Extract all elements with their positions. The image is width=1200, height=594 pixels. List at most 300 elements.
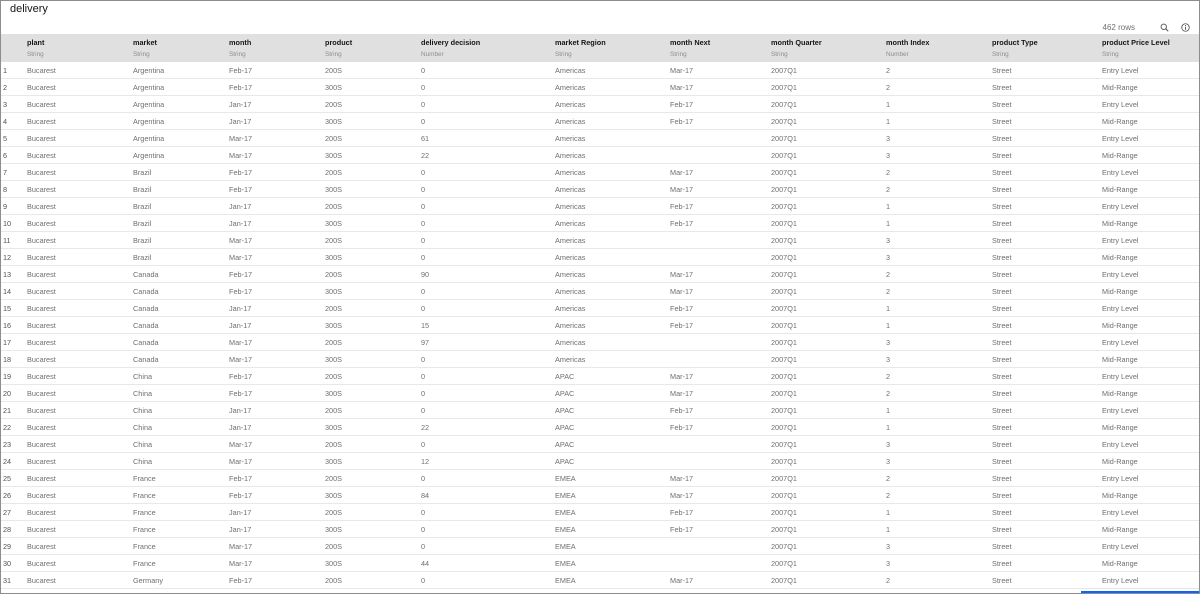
column-header[interactable] (555, 34, 670, 62)
table-cell: Americas (555, 181, 670, 198)
table-cell: Entry Level (1102, 402, 1199, 419)
table-row[interactable] (1, 470, 1199, 487)
table-cell: Feb-17 (670, 215, 771, 232)
column-type: String (771, 51, 788, 58)
table-cell: 200S (325, 436, 421, 453)
search-icon[interactable] (1159, 22, 1170, 33)
table-row[interactable] (1, 572, 1199, 589)
table-cell: Jan-17 (229, 419, 325, 436)
table-cell: Feb-17 (670, 402, 771, 419)
table-cell: 2 (886, 283, 992, 300)
table-cell: 0 (421, 113, 555, 130)
table-cell: 2007Q1 (771, 521, 886, 538)
table-cell: 1 (886, 96, 992, 113)
table-cell: 1 (886, 504, 992, 521)
column-type: Number (421, 51, 444, 58)
table-cell: Americas (555, 300, 670, 317)
table-cell: Entry Level (1102, 538, 1199, 555)
row-index: 13 (1, 266, 27, 283)
table-cell: Feb-17 (229, 62, 325, 79)
table-cell (670, 232, 771, 249)
table-cell: Bucarest (27, 385, 133, 402)
table-cell: Street (992, 79, 1102, 96)
table-row[interactable] (1, 487, 1199, 504)
table-cell: Mid-Range (1102, 181, 1199, 198)
row-index: 28 (1, 521, 27, 538)
table-cell: Americas (555, 147, 670, 164)
table-cell: Street (992, 385, 1102, 402)
table-cell: Mar-17 (670, 470, 771, 487)
table-cell: 0 (421, 215, 555, 232)
table-cell: China (133, 402, 229, 419)
table-cell: 300S (325, 147, 421, 164)
table-cell: 200S (325, 266, 421, 283)
table-cell: Americas (555, 334, 670, 351)
table-header (1, 34, 1199, 62)
table-cell: Americas (555, 249, 670, 266)
table-row[interactable] (1, 385, 1199, 402)
table-cell: Canada (133, 300, 229, 317)
table-cell: Feb-17 (670, 96, 771, 113)
column-header[interactable] (421, 34, 555, 62)
table-cell: 84 (421, 487, 555, 504)
table-cell: 300S (325, 215, 421, 232)
table-cell: 300S (325, 249, 421, 266)
column-type: String (325, 51, 342, 58)
table-cell: Feb-17 (670, 198, 771, 215)
table-cell: Street (992, 130, 1102, 147)
table-cell: Bucarest (27, 232, 133, 249)
table-row[interactable] (1, 113, 1199, 130)
row-index: 7 (1, 164, 27, 181)
table-cell: 0 (421, 300, 555, 317)
table-cell: Canada (133, 351, 229, 368)
table-cell: Bucarest (27, 96, 133, 113)
table-cell: Street (992, 538, 1102, 555)
table-row[interactable] (1, 198, 1199, 215)
table-cell: 22 (421, 147, 555, 164)
row-index: 22 (1, 419, 27, 436)
table-cell: Bucarest (27, 300, 133, 317)
table-cell: EMEA (555, 538, 670, 555)
data-table (1, 34, 1199, 589)
table-cell: 22 (421, 419, 555, 436)
table-cell: Entry Level (1102, 164, 1199, 181)
table-cell: 1 (886, 402, 992, 419)
table-cell: 3 (886, 436, 992, 453)
table-cell: Street (992, 334, 1102, 351)
column-header[interactable] (133, 34, 229, 62)
table-cell: Mar-17 (229, 555, 325, 572)
table-cell: France (133, 470, 229, 487)
table-cell: 2007Q1 (771, 232, 886, 249)
table-body (1, 62, 1199, 589)
table-cell: Mid-Range (1102, 113, 1199, 130)
row-index: 16 (1, 317, 27, 334)
table-cell: 3 (886, 147, 992, 164)
table-row[interactable] (1, 436, 1199, 453)
table-cell: Street (992, 453, 1102, 470)
table-cell: Bucarest (27, 181, 133, 198)
table-cell: 2 (886, 62, 992, 79)
table-row[interactable] (1, 453, 1199, 470)
table-cell: 300S (325, 419, 421, 436)
table-cell: Feb-17 (229, 164, 325, 181)
table-cell: 0 (421, 385, 555, 402)
table-cell: 0 (421, 181, 555, 198)
table-cell: Entry Level (1102, 300, 1199, 317)
table-cell: Americas (555, 232, 670, 249)
table-cell: 2007Q1 (771, 215, 886, 232)
table-cell: Entry Level (1102, 266, 1199, 283)
table-cell: Entry Level (1102, 572, 1199, 589)
row-index: 5 (1, 130, 27, 147)
table-cell: Feb-17 (670, 504, 771, 521)
table-cell: Street (992, 317, 1102, 334)
table-cell: 2 (886, 368, 992, 385)
table-cell: Americas (555, 62, 670, 79)
table-cell: 0 (421, 62, 555, 79)
row-index: 2 (1, 79, 27, 96)
table-cell: Jan-17 (229, 317, 325, 334)
column-type: String (133, 51, 150, 58)
table-cell: 3 (886, 130, 992, 147)
table-cell: Bucarest (27, 368, 133, 385)
table-row[interactable] (1, 521, 1199, 538)
table-cell: Bucarest (27, 249, 133, 266)
table-cell: 2007Q1 (771, 487, 886, 504)
table-cell: Street (992, 402, 1102, 419)
table-cell: 2007Q1 (771, 538, 886, 555)
table-cell: 2007Q1 (771, 62, 886, 79)
table-cell: Entry Level (1102, 334, 1199, 351)
table-cell: Street (992, 181, 1102, 198)
column-name: plant (27, 38, 45, 47)
table-row[interactable] (1, 419, 1199, 436)
table-row[interactable] (1, 317, 1199, 334)
table-cell: France (133, 487, 229, 504)
table-cell: Feb-17 (229, 487, 325, 504)
table-cell: 15 (421, 317, 555, 334)
column-type: String (27, 51, 44, 58)
table-cell: 1 (886, 198, 992, 215)
table-cell: Entry Level (1102, 504, 1199, 521)
table-cell: APAC (555, 385, 670, 402)
row-index: 10 (1, 215, 27, 232)
table-cell: Entry Level (1102, 368, 1199, 385)
index-column-header (1, 34, 27, 62)
table-cell: 2007Q1 (771, 266, 886, 283)
table-cell: Bucarest (27, 436, 133, 453)
table-cell: Entry Level (1102, 62, 1199, 79)
table-cell: Jan-17 (229, 96, 325, 113)
column-header[interactable] (27, 34, 133, 62)
table-cell: 61 (421, 130, 555, 147)
table-cell: 2007Q1 (771, 555, 886, 572)
table-cell: 1 (886, 521, 992, 538)
table-cell: Feb-17 (229, 572, 325, 589)
table-cell: Feb-17 (670, 113, 771, 130)
table-cell: Jan-17 (229, 504, 325, 521)
table-cell: Americas (555, 351, 670, 368)
row-index: 4 (1, 113, 27, 130)
table-row[interactable] (1, 130, 1199, 147)
table-row[interactable] (1, 334, 1199, 351)
table-cell: 300S (325, 487, 421, 504)
column-header[interactable] (771, 34, 886, 62)
row-index: 26 (1, 487, 27, 504)
column-name: month (229, 38, 252, 47)
table-cell: Bucarest (27, 198, 133, 215)
row-index: 19 (1, 368, 27, 385)
table-cell: Argentina (133, 130, 229, 147)
table-cell: Mid-Range (1102, 351, 1199, 368)
row-index: 20 (1, 385, 27, 402)
table-cell: 3 (886, 334, 992, 351)
table-cell: 2 (886, 470, 992, 487)
table-cell: 2007Q1 (771, 198, 886, 215)
table-cell: Mar-17 (229, 147, 325, 164)
table-cell: Entry Level (1102, 130, 1199, 147)
column-type: String (229, 51, 246, 58)
table-row[interactable] (1, 555, 1199, 572)
table-row[interactable] (1, 96, 1199, 113)
table-cell: China (133, 453, 229, 470)
table-cell: Mar-17 (229, 453, 325, 470)
horizontal-scrollbar[interactable] (1081, 591, 1199, 593)
table-cell: Feb-17 (670, 300, 771, 317)
table-cell: 2007Q1 (771, 249, 886, 266)
table-cell: EMEA (555, 555, 670, 572)
table-cell: Bucarest (27, 572, 133, 589)
table-cell: Argentina (133, 147, 229, 164)
table-cell: Street (992, 470, 1102, 487)
table-cell (670, 130, 771, 147)
column-type: Number (886, 51, 909, 58)
row-count: 462 rows (1102, 22, 1135, 32)
table-cell: 300S (325, 283, 421, 300)
table-cell: EMEA (555, 470, 670, 487)
table-cell: 97 (421, 334, 555, 351)
table-cell: Mar-17 (670, 181, 771, 198)
table-cell: Brazil (133, 198, 229, 215)
table-row[interactable] (1, 79, 1199, 96)
table-cell: Street (992, 96, 1102, 113)
table-row[interactable] (1, 215, 1199, 232)
table-cell: Argentina (133, 62, 229, 79)
table-cell: Mid-Range (1102, 521, 1199, 538)
table-cell: 3 (886, 249, 992, 266)
header-row (1, 34, 1199, 62)
table-cell: Mid-Range (1102, 555, 1199, 572)
table-row[interactable] (1, 147, 1199, 164)
table-cell: 12 (421, 453, 555, 470)
table-cell: Mid-Range (1102, 147, 1199, 164)
table-cell: 1 (886, 215, 992, 232)
table-row[interactable] (1, 351, 1199, 368)
table-cell: 2007Q1 (771, 385, 886, 402)
table-cell: 2007Q1 (771, 147, 886, 164)
column-name: month Next (670, 38, 711, 47)
table-cell: Bucarest (27, 62, 133, 79)
table-cell: 1 (886, 317, 992, 334)
table-cell: Street (992, 300, 1102, 317)
row-index: 18 (1, 351, 27, 368)
table-cell: Entry Level (1102, 198, 1199, 215)
column-header[interactable] (325, 34, 421, 62)
table-cell: 300S (325, 79, 421, 96)
table-cell: 2007Q1 (771, 402, 886, 419)
column-header[interactable] (992, 34, 1102, 62)
table-cell: Bucarest (27, 504, 133, 521)
column-header[interactable] (1102, 34, 1199, 62)
table-cell: 200S (325, 504, 421, 521)
table-cell: Americas (555, 215, 670, 232)
table-cell: 3 (886, 538, 992, 555)
table-row[interactable] (1, 164, 1199, 181)
column-type: String (992, 51, 1009, 58)
row-index: 30 (1, 555, 27, 572)
column-name: month Index (886, 38, 930, 47)
table-cell: Brazil (133, 232, 229, 249)
table-row[interactable] (1, 368, 1199, 385)
table-cell: Mar-17 (670, 283, 771, 300)
table-cell: Brazil (133, 181, 229, 198)
table-row[interactable] (1, 232, 1199, 249)
column-type: String (670, 51, 687, 58)
dataset-title: delivery (10, 3, 48, 15)
table-cell: 2007Q1 (771, 317, 886, 334)
table-cell: Mar-17 (670, 79, 771, 96)
column-name: month Quarter (771, 38, 822, 47)
table-cell: Bucarest (27, 487, 133, 504)
table-cell: Street (992, 555, 1102, 572)
column-type: String (555, 51, 572, 58)
table-cell: Street (992, 368, 1102, 385)
table-cell (670, 555, 771, 572)
table-row[interactable] (1, 62, 1199, 79)
table-cell: Street (992, 521, 1102, 538)
table-cell: Jan-17 (229, 113, 325, 130)
table-cell: Mid-Range (1102, 215, 1199, 232)
table-cell: 2007Q1 (771, 283, 886, 300)
table-cell: Americas (555, 266, 670, 283)
table-cell: 300S (325, 453, 421, 470)
table-cell (670, 249, 771, 266)
table-cell: Americas (555, 113, 670, 130)
table-cell: Bucarest (27, 419, 133, 436)
table-cell: Mid-Range (1102, 487, 1199, 504)
table-cell: Bucarest (27, 470, 133, 487)
table-cell: 2007Q1 (771, 96, 886, 113)
table-cell: 2007Q1 (771, 504, 886, 521)
table-cell: 44 (421, 555, 555, 572)
info-icon[interactable] (1180, 22, 1191, 33)
table-cell: Mid-Range (1102, 317, 1199, 334)
table-cell: Bucarest (27, 283, 133, 300)
table-cell: 0 (421, 402, 555, 419)
table-cell: 90 (421, 266, 555, 283)
table-cell: 0 (421, 198, 555, 215)
table-row[interactable] (1, 283, 1199, 300)
row-index: 27 (1, 504, 27, 521)
table-cell: Canada (133, 283, 229, 300)
table-cell: 200S (325, 334, 421, 351)
table-row[interactable] (1, 300, 1199, 317)
table-row[interactable] (1, 181, 1199, 198)
table-cell: Street (992, 113, 1102, 130)
table-cell: 2007Q1 (771, 334, 886, 351)
table-cell: Canada (133, 317, 229, 334)
column-header[interactable] (229, 34, 325, 62)
table-cell: Street (992, 198, 1102, 215)
table-cell: 1 (886, 300, 992, 317)
column-name: delivery decision (421, 38, 481, 47)
table-cell: Mar-17 (670, 368, 771, 385)
table-cell: EMEA (555, 504, 670, 521)
table-cell: Mar-17 (229, 538, 325, 555)
table-row[interactable] (1, 504, 1199, 521)
table-row[interactable] (1, 266, 1199, 283)
table-cell: Americas (555, 130, 670, 147)
table-cell: France (133, 538, 229, 555)
table-cell: Feb-17 (229, 368, 325, 385)
table-cell (670, 147, 771, 164)
table-cell: Americas (555, 317, 670, 334)
table-row[interactable] (1, 402, 1199, 419)
table-cell: 0 (421, 351, 555, 368)
table-cell: Bucarest (27, 538, 133, 555)
table-cell: 2007Q1 (771, 470, 886, 487)
table-cell: Street (992, 487, 1102, 504)
table-cell: 300S (325, 317, 421, 334)
table-cell: Jan-17 (229, 300, 325, 317)
table-cell: 1 (886, 113, 992, 130)
table-cell: Bucarest (27, 147, 133, 164)
table-cell: Americas (555, 79, 670, 96)
table-cell: 2007Q1 (771, 436, 886, 453)
table-cell: Mar-17 (670, 487, 771, 504)
table-cell: 200S (325, 96, 421, 113)
table-cell: Entry Level (1102, 232, 1199, 249)
table-cell: 200S (325, 164, 421, 181)
table-cell (670, 436, 771, 453)
table-cell: Street (992, 164, 1102, 181)
table-cell: Street (992, 215, 1102, 232)
row-index: 1 (1, 62, 27, 79)
table-cell: 200S (325, 470, 421, 487)
table-row[interactable] (1, 249, 1199, 266)
column-header[interactable] (886, 34, 992, 62)
table-cell: 2007Q1 (771, 368, 886, 385)
table-cell: China (133, 385, 229, 402)
table-cell: Street (992, 147, 1102, 164)
table-cell: Mar-17 (229, 130, 325, 147)
table-cell: 1 (886, 419, 992, 436)
table-row[interactable] (1, 538, 1199, 555)
table-cell: 200S (325, 538, 421, 555)
column-header[interactable] (670, 34, 771, 62)
table-cell: EMEA (555, 572, 670, 589)
table-cell: 300S (325, 521, 421, 538)
table-cell: Feb-17 (670, 419, 771, 436)
table-cell: Mar-17 (670, 62, 771, 79)
table-cell: France (133, 555, 229, 572)
table-cell (670, 351, 771, 368)
table-cell: France (133, 521, 229, 538)
table-cell: Feb-17 (670, 521, 771, 538)
table-cell: 2007Q1 (771, 130, 886, 147)
